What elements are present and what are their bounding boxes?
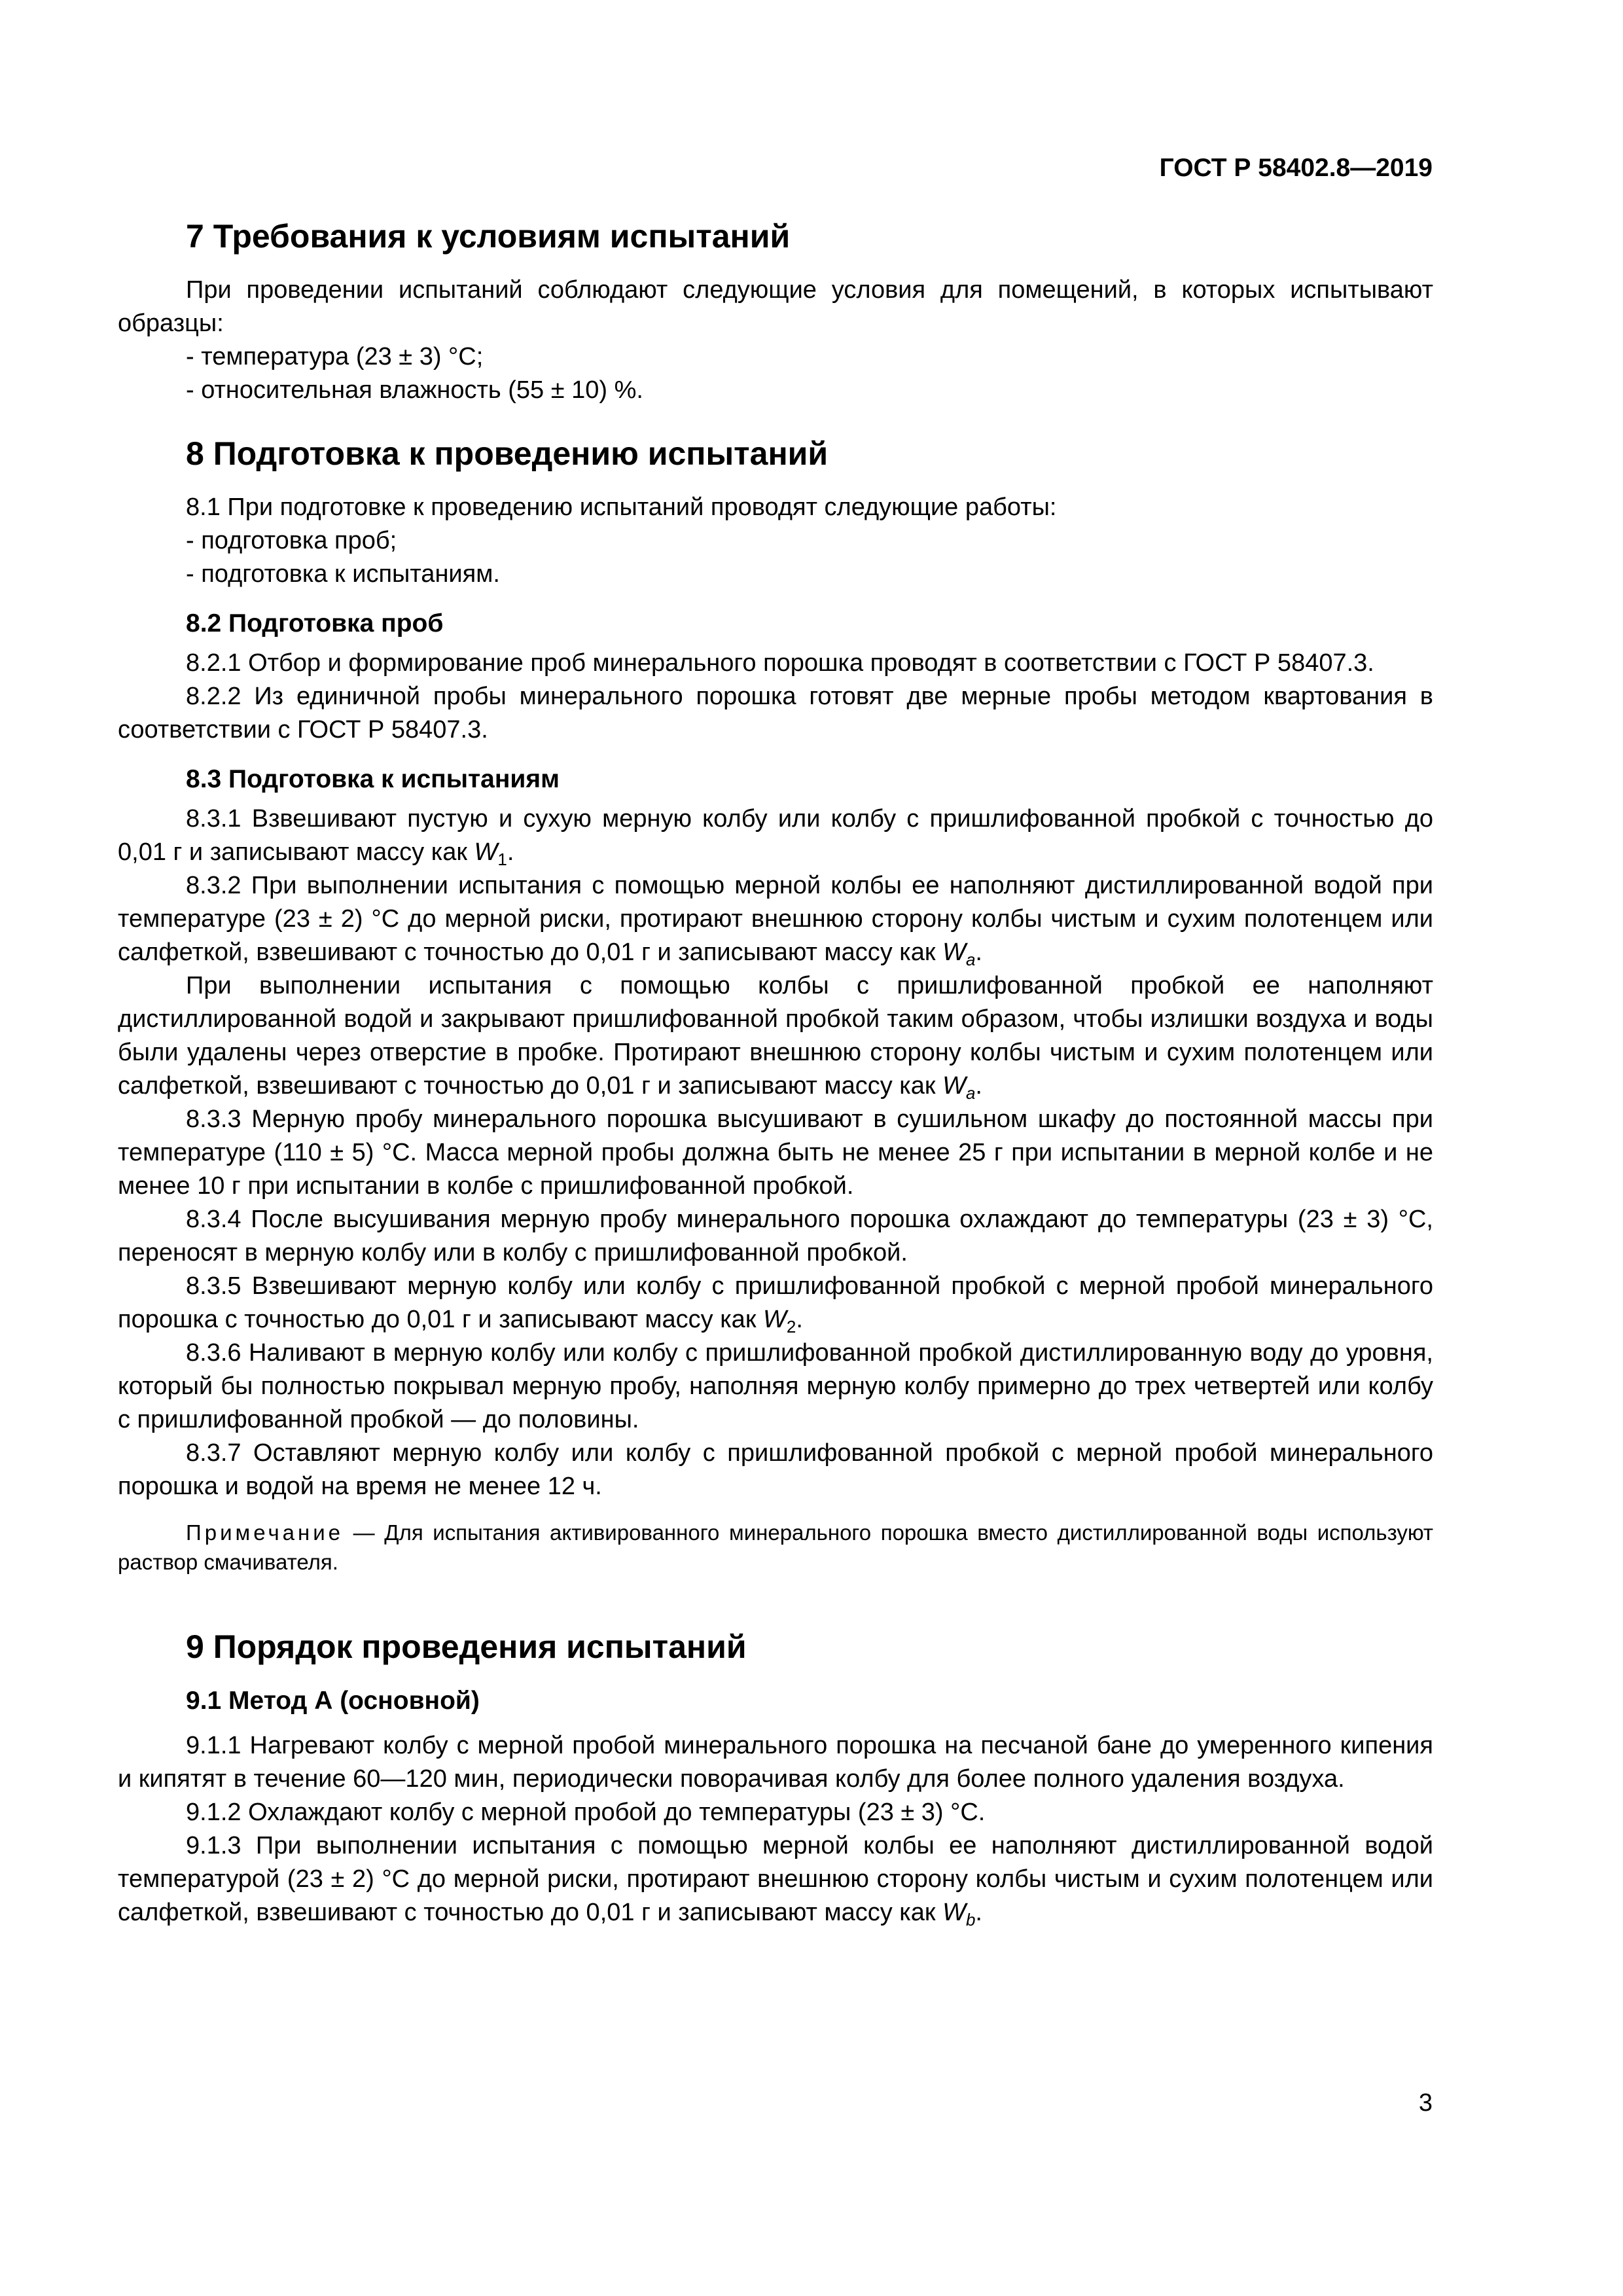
- s8-item-tests: - подготовка к испытаниям.: [186, 560, 500, 588]
- p-8-2-2: 8.2.2 Из единичной пробы минерального порошка готовят две мерные пробы методом квартования в соответствии с ГОСТ Р 58407.3.: [118, 683, 1433, 744]
- p-9-1-1: 9.1.1 Нагревают колбу с мерной пробой минерального порошка на песчаной бане до умеренного кипения и кипятят в течение 60—120 мин, периодически поворачивая колбу для более полного удаления воздуха.: [118, 1732, 1433, 1793]
- p-8-3-2: 8.3.2 При выполнении испытания с помощью мерной колбы ее наполняют дистиллированной водой при температуре (23 ± 2) °C до мерной риски, протирают внешнюю сторону колбы чистым и сухим полотенцем или салфеткой, взвешивают с точностью до 0,01 г и записывают массу как $W_a$.: [118, 872, 1433, 969]
- p-8-3-1: 8.3.1 Взвешивают пустую и сухую мерную колбу или колбу с пришлифованной пробкой с точностью до 0,01 г и записывают массу как $W_1$.: [118, 805, 1433, 869]
- note-label: Примечание: [186, 1520, 344, 1545]
- s7-intro: При проведении испытаний соблюдают следующие условия для помещений, в которых испытывают образцы:: [118, 276, 1433, 337]
- p-8-3-6: 8.3.6 Наливают в мерную колбу или колбу с пришлифованной пробкой дистиллированную воду до уровня, который бы полностью покрывал мерную пробу, наполняя мерную колбу примерно до трех четвертей или колбу с пришлифованной пробкой — до половины.: [118, 1339, 1433, 1433]
- subsection-8-2-title: 8.2 Подготовка проб: [186, 609, 444, 637]
- subsection-8-3-title: 8.3 Подготовка к испытаниям: [186, 765, 560, 793]
- section-8-title: 8 Подготовка к проведению испытаний: [186, 435, 829, 472]
- s7-item-temperature: - температура (23 ± 3) °C;: [186, 343, 484, 370]
- note-text: — Для испытания активированного минерального порошка вместо дистиллированной воды используют раствор смачивателя.: [118, 1520, 1433, 1574]
- s8-item-samples: - подготовка проб;: [186, 527, 397, 554]
- section-9-title: 9 Порядок проведения испытаний: [186, 1628, 747, 1665]
- p-8-3-7: 8.3.7 Оставляют мерную колбу или колбу с пришлифованной пробкой с мерной пробой минерального порошка и водой на время не менее 12 ч.: [118, 1439, 1433, 1500]
- s7-item-humidity: - относительная влажность (55 ± 10) %.: [186, 376, 643, 404]
- p-8-3-2-continued: При выполнении испытания с помощью колбы с пришлифованной пробкой ее наполняют дистиллированной водой и закрывают пришлифованной пробкой таким образом, чтобы излишки воздуха и воды были удалены через отверстие в пробке. Протирают внешнюю сторону колбы чистым и сухим полотенцем или салфеткой, взвешивают с точностью до 0,01 г и записывают массу как $W_a$.: [118, 972, 1433, 1103]
- p-9-1-3: 9.1.3 При выполнении испытания с помощью мерной колбы ее наполняют дистиллированной водой температурой (23 ± 2) °C до мерной риски, протирают внешнюю сторону колбы чистым и сухим полотенцем или салфеткой, взвешивают с точностью до 0,01 г и записывают массу как $W_b$.: [118, 1832, 1433, 1929]
- document-code-header: ГОСТ Р 58402.8—2019: [1159, 154, 1433, 182]
- p-9-1-2: 9.1.2 Охлаждают колбу с мерной пробой до температуры (23 ± 3) °C.: [186, 1799, 986, 1826]
- page-number: 3: [1418, 2089, 1433, 2117]
- p-8-3-4: 8.3.4 После высушивания мерную пробу минерального порошка охлаждают до температуры (23 ± 3) °C, переносят в мерную колбу или в колбу с пришлифованной пробкой.: [118, 1206, 1433, 1266]
- p-8-1: 8.1 При подготовке к проведению испытаний проводят следующие работы:: [186, 493, 1057, 521]
- subsection-9-1-title: 9.1 Метод А (основной): [186, 1687, 480, 1715]
- section-7-title: 7 Требования к условиям испытаний: [186, 218, 791, 255]
- p-8-3-3: 8.3.3 Мерную пробу минерального порошка высушивают в сушильном шкафу до постоянной массы при температуре (110 ± 5) °C. Масса мерной пробы должна быть не менее 25 г при испытании в мерной колбе и не менее 10 г при испытании в колбе с пришлифованной пробкой.: [118, 1105, 1433, 1200]
- page-content: [118, 216, 1433, 1929]
- p-8-3-5: 8.3.5 Взвешивают мерную колбу или колбу с пришлифованной пробкой с мерной пробой минерального порошка с точностью до 0,01 г и записывают массу как $W_2$.: [118, 1272, 1433, 1336]
- p-8-2-1: 8.2.1 Отбор и формирование проб минерального порошка проводят в соответствии с ГОСТ Р 58407.3.: [186, 649, 1374, 677]
- note: [118, 1518, 1433, 1577]
